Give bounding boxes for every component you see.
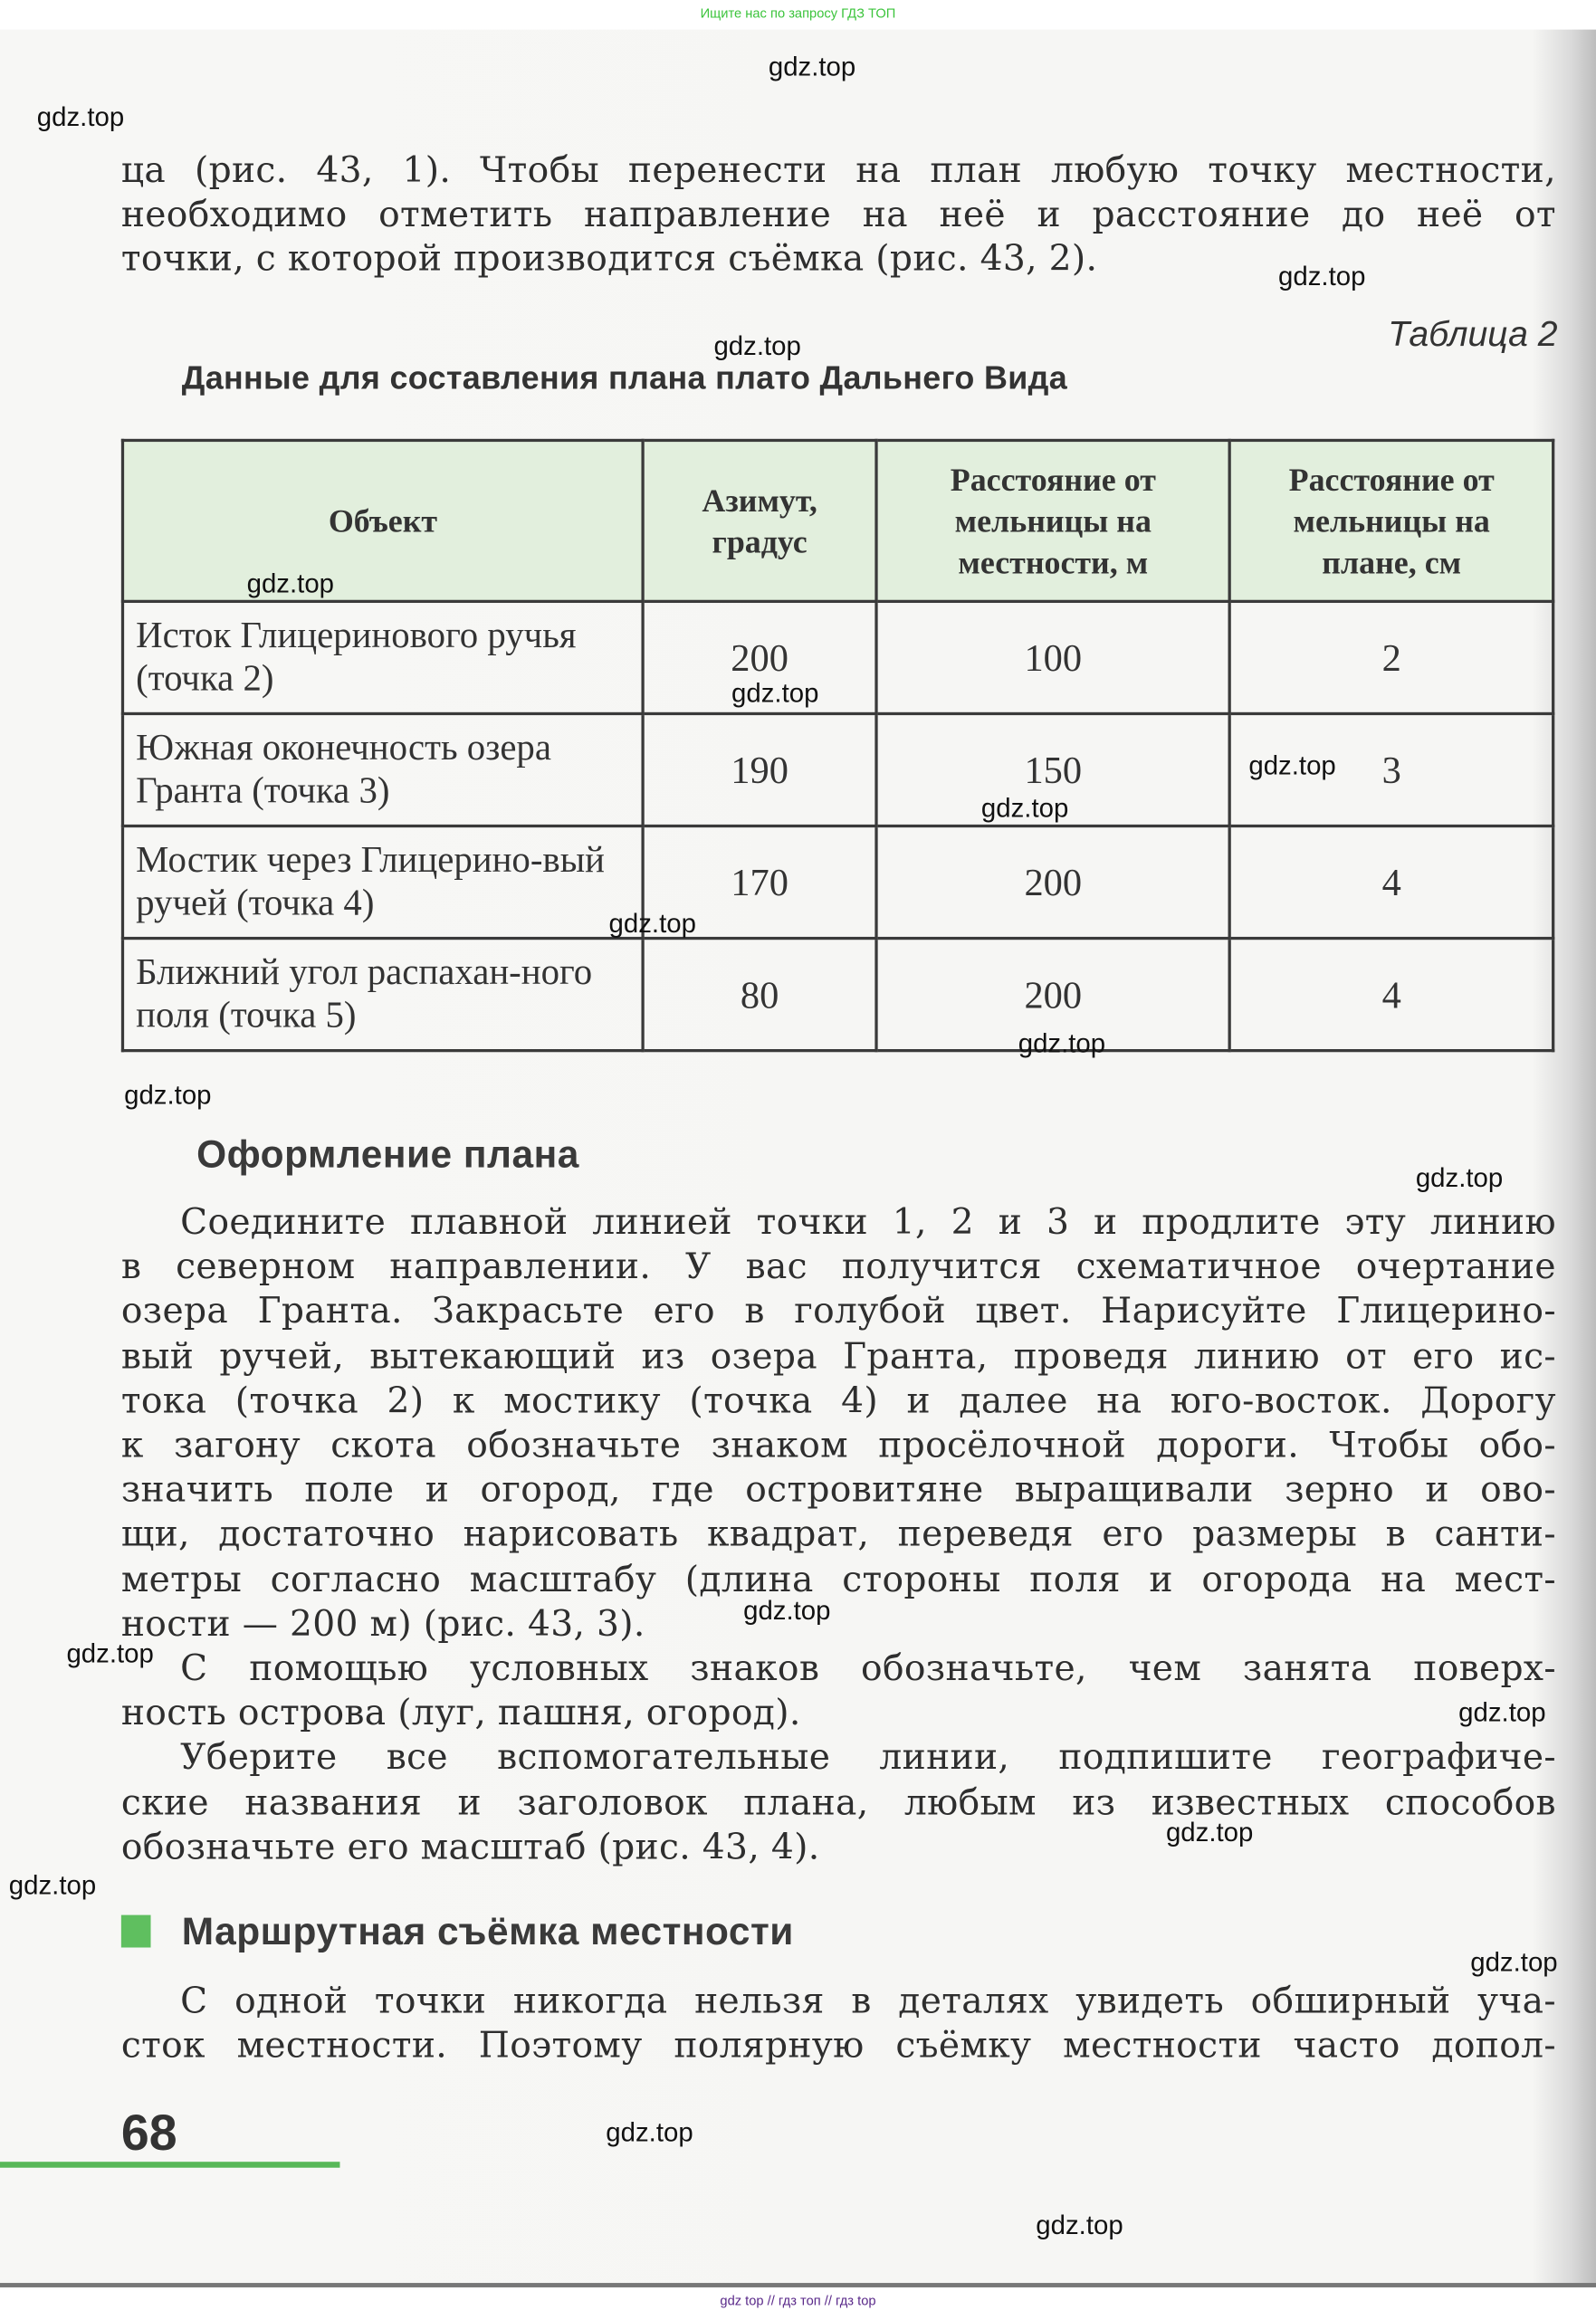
- watermark: gdz.top: [1165, 1817, 1254, 1847]
- cell-object: Мостик через Глицерино-вый ручей (точка 4): [122, 826, 643, 939]
- table-row: [122, 939, 1553, 1051]
- table-row: [122, 601, 1553, 713]
- text-line: необходимо отметить направление на неё и расстояние до неё от: [120, 194, 1556, 235]
- header-ground-distance: Расстояние от мельницы на местности, м: [876, 440, 1230, 601]
- header-object: Объект: [122, 440, 643, 601]
- watermark: gdz.top: [1415, 1162, 1504, 1193]
- text-line: значить поле и огород, где островитяне выращивали зерно и ово-: [120, 1468, 1556, 1511]
- watermark: gdz.top: [1248, 750, 1336, 780]
- watermark: gdz.top: [66, 1638, 154, 1668]
- text-line: тока (точка 2) к мостику (точка 4) и далее на юго-восток. Дорогу: [120, 1380, 1556, 1422]
- footer-note: gdz top // гдз топ // гдз top: [720, 2293, 876, 2308]
- watermark: gdz.top: [1458, 1697, 1546, 1728]
- text-line: С помощью условных знаков обозначьте, чем занята поверх-: [180, 1647, 1556, 1689]
- watermark: gdz.top: [8, 1870, 97, 1901]
- watermark: gdz.top: [1470, 1947, 1558, 1978]
- watermark: gdz.top: [36, 101, 125, 132]
- page-bottom-edge: [0, 2283, 1596, 2287]
- cell-ground: 100: [876, 601, 1230, 713]
- watermark: gdz.top: [606, 2117, 693, 2147]
- watermark: gdz.top: [731, 678, 819, 708]
- cell-ground: 200: [876, 939, 1230, 1051]
- watermark: gdz.top: [1278, 261, 1366, 291]
- cell-object: Ближний угол распахан-ного поля (точка 5): [122, 939, 643, 1051]
- watermark: gdz.top: [1036, 2210, 1123, 2240]
- text-line: Уберите все вспомогательные линии, подпишите географиче-: [180, 1736, 1556, 1779]
- text-line: ности — 200 м) (рис. 43, 3).: [120, 1602, 645, 1645]
- text-line: ность острова (луг, пашня, огород).: [120, 1692, 801, 1734]
- text-line: ца (рис. 43, 1). Чтобы перенести на план любую точку местности,: [120, 148, 1556, 191]
- cell-azimuth: 200: [643, 601, 875, 713]
- text-line: С одной точки никогда нельзя в деталях увидеть обширный уча-: [180, 1980, 1556, 2022]
- table-header-row: [122, 440, 1553, 601]
- cell-azimuth: 80: [643, 939, 875, 1051]
- text-line: щи, достаточно нарисовать квадрат, переведя его размеры в санти-: [120, 1513, 1556, 1555]
- section-marker-square: [121, 1915, 151, 1948]
- cell-object: Южная оконечность озера Гранта (точка 3): [122, 713, 643, 826]
- watermark: gdz.top: [1018, 1028, 1106, 1058]
- section2-paragraph: [121, 1979, 1556, 2068]
- cell-ground: 200: [876, 826, 1230, 939]
- data-table: [121, 439, 1554, 1052]
- text-line: к загону скота обозначьте знаком просёлочной дороги. Чтобы обо-: [120, 1424, 1556, 1466]
- watermark: gdz.top: [246, 568, 334, 599]
- watermark: gdz.top: [608, 908, 696, 939]
- page-number-underline: [0, 2162, 339, 2168]
- page-number: 68: [120, 2105, 177, 2162]
- section-heading-plan-design: Оформление плана: [196, 1131, 579, 1177]
- text-line: озера Гранта. Закрасьте его в голубой цвет. Нарисуйте Глицерино-: [120, 1290, 1556, 1332]
- text-line: точки, с которой производится съёмка (рис. 43, 2).: [120, 238, 1098, 281]
- cell-azimuth: 190: [643, 713, 875, 826]
- watermark: gdz.top: [124, 1080, 212, 1110]
- table-row: [122, 713, 1553, 826]
- table-caption: Таблица 2: [1388, 314, 1558, 355]
- text-line: Соедините плавной линией точки 1, 2 и 3 и продлите эту линию: [180, 1201, 1556, 1243]
- watermark: gdz.top: [713, 330, 801, 361]
- cell-plan: 2: [1230, 601, 1553, 713]
- cell-ground: 150: [876, 713, 1230, 826]
- table-row: [122, 826, 1553, 939]
- watermark: gdz.top: [768, 52, 856, 81]
- header-plan-distance: Расстояние от мельницы на плане, см: [1230, 440, 1553, 601]
- text-line: сток местности. Поэтому полярную съёмку местности часто допол-: [120, 2024, 1556, 2067]
- cell-plan: 4: [1230, 939, 1553, 1051]
- section1-paragraphs: [121, 1200, 1556, 1870]
- cell-plan: 3: [1230, 713, 1553, 826]
- section-heading-route-survey: Маршрутная съёмка местности: [181, 1909, 794, 1954]
- text-line: обозначьте его масштаб (рис. 43, 4).: [120, 1826, 820, 1868]
- cell-plan: 4: [1230, 826, 1553, 939]
- header-azimuth: Азимут, градус: [643, 440, 875, 601]
- text-line: в северном направлении. У вас получится схематичное очертание: [120, 1246, 1556, 1288]
- text-line: метры согласно масштабу (длина стороны поля и огорода на мест-: [120, 1558, 1556, 1600]
- top-note: Ищите нас по запросу ГДЗ ТОП: [700, 5, 896, 21]
- watermark: gdz.top: [743, 1595, 831, 1626]
- cell-object: Исток Глицеринового ручья (точка 2): [122, 601, 643, 713]
- table-title: Данные для составления плана плато Дальнего Вида: [181, 358, 1068, 396]
- watermark: gdz.top: [980, 793, 1069, 824]
- text-line: ские названия и заголовок плана, любым из известных способов: [120, 1781, 1556, 1823]
- cell-azimuth: 170: [643, 826, 875, 939]
- text-line: вый ручей, вытекающий из озера Гранта, проведя линию от его ис-: [120, 1335, 1556, 1377]
